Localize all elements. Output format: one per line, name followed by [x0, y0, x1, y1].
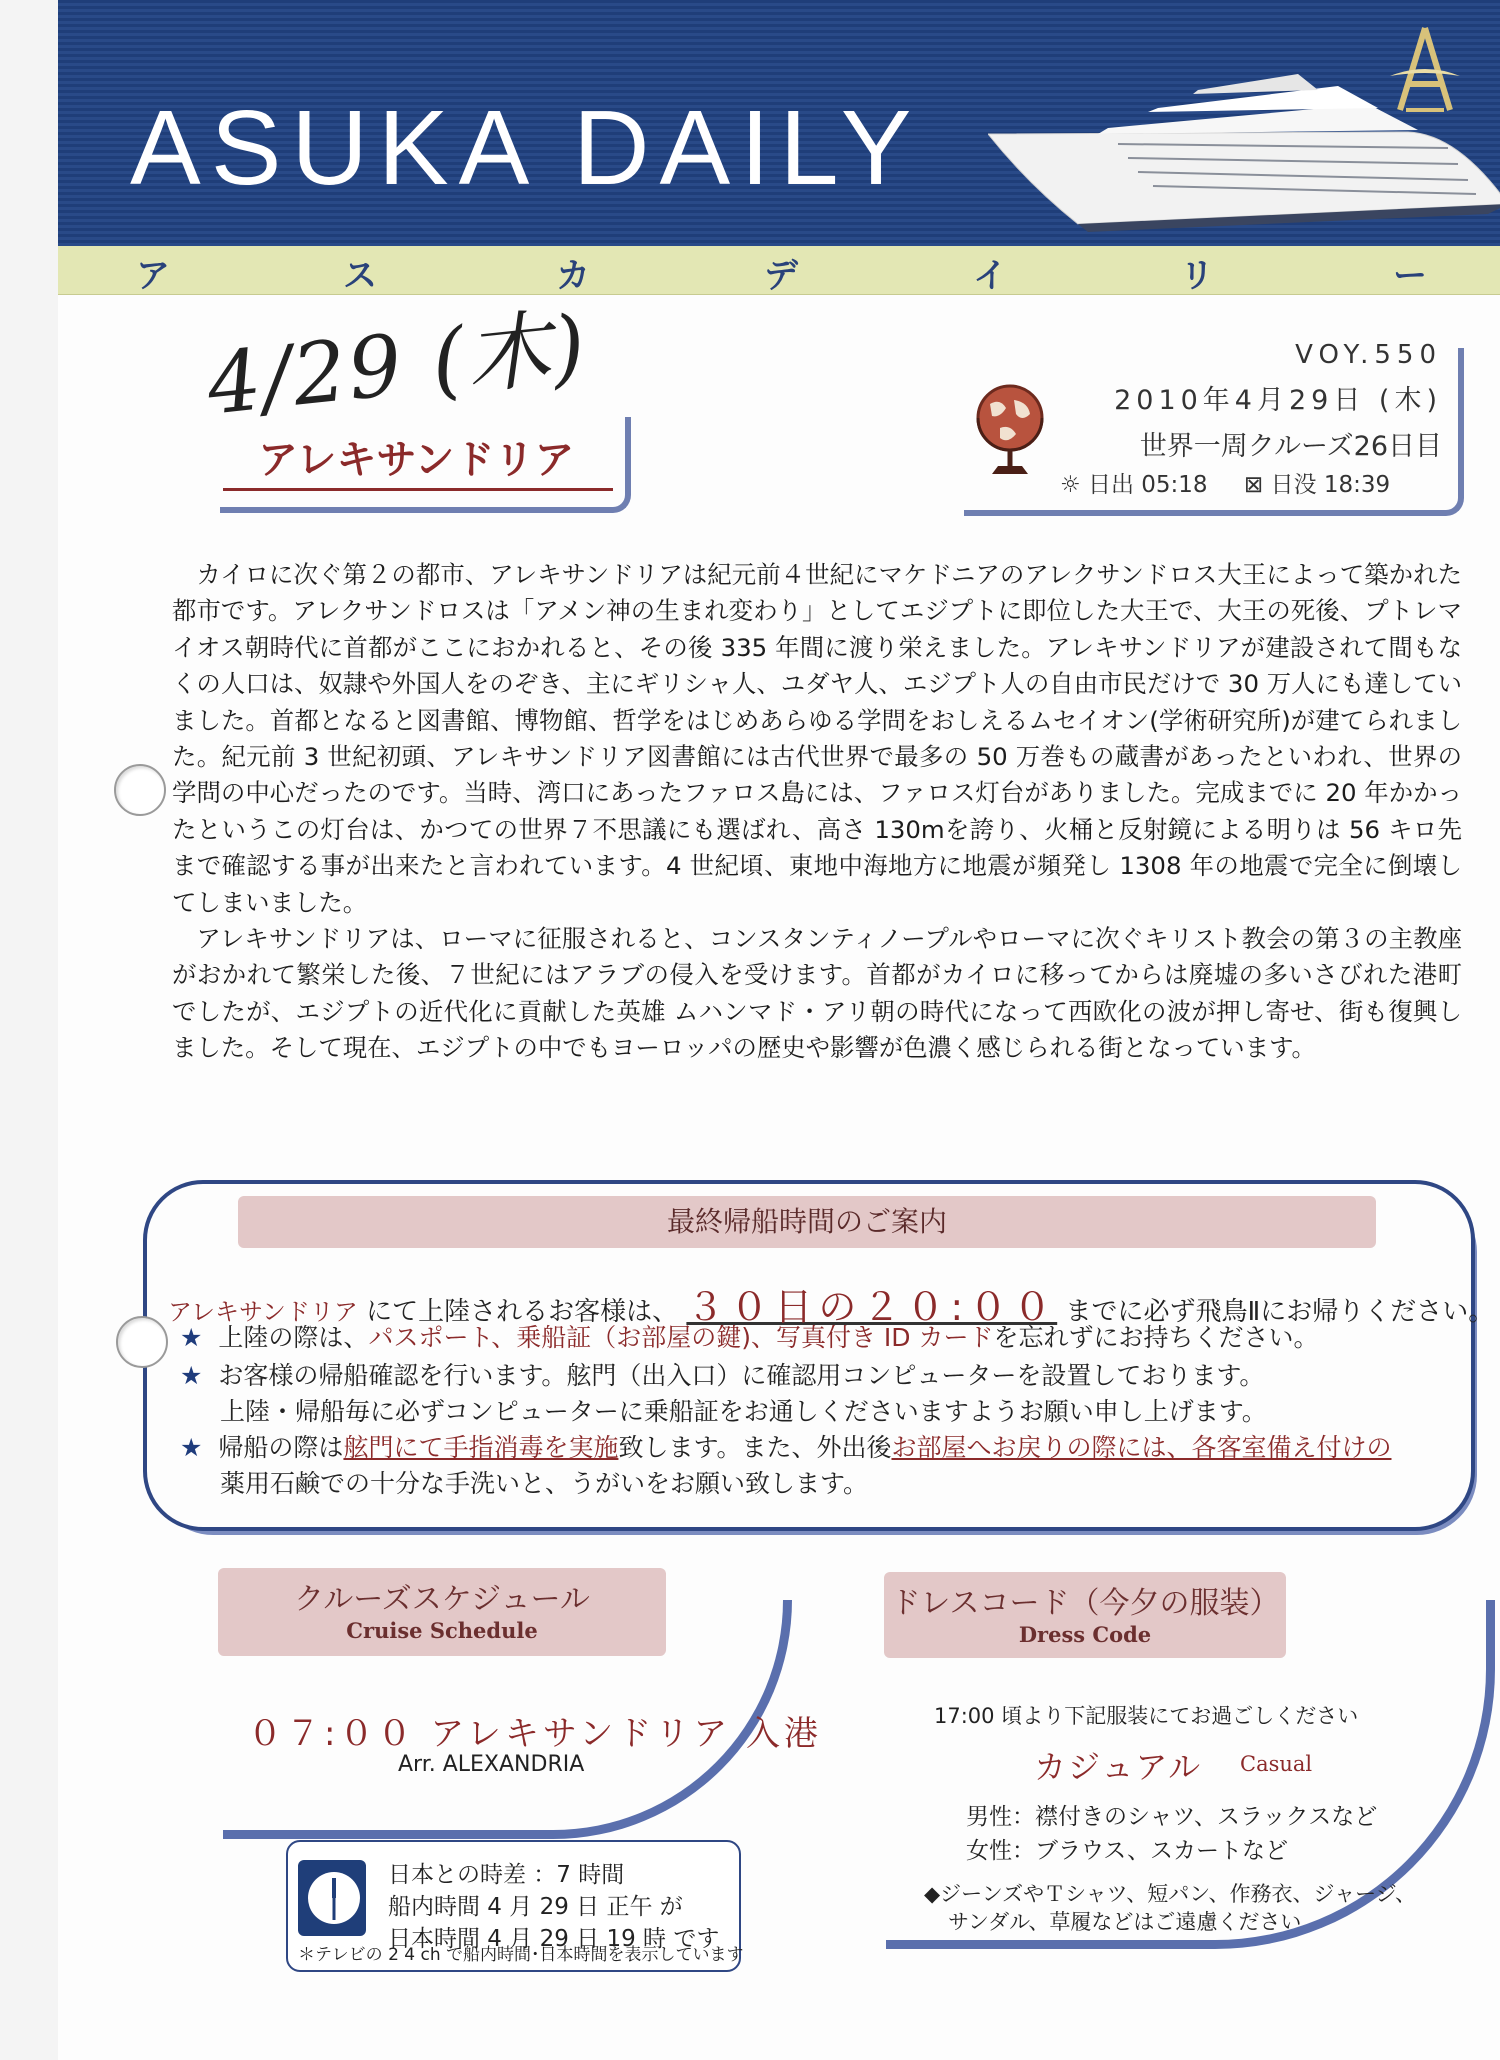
- kana-char: ア: [136, 256, 170, 296]
- cruise-ship-illustration: [988, 64, 1500, 244]
- return-time: ３０日の２０:００: [686, 1285, 1058, 1329]
- scan-edge: [0, 0, 58, 2060]
- cruise-day: 世界一周クルーズ26日目: [1139, 431, 1442, 462]
- dress-title: ドレスコード（今夕の服装）: [890, 1586, 1280, 1621]
- ship-time: 船内時間 4 月 29 日 正午 が: [388, 1894, 683, 1920]
- dress-title-en: Dress Code: [1018, 1622, 1152, 1647]
- schedule-entry: ０７:００ アレキサンドリア 入港: [248, 1714, 823, 1754]
- return-port: アレキサンドリア: [168, 1298, 358, 1326]
- return-post: までに必ず飛鳥Ⅱにお帰りください。: [1065, 1297, 1495, 1327]
- star-icon: ★: [180, 1361, 203, 1390]
- kana-char: リ: [1180, 256, 1214, 296]
- dress-men: 男性：襟付きのシャツ、スラックスなど: [966, 1804, 1378, 1830]
- sunset-icon: ⊠: [1244, 472, 1264, 498]
- bullet-highlight: パスポート、乗船証（お部屋の鍵)、写真付き ID カード: [368, 1323, 994, 1352]
- article-paragraph: アレキサンドリアは、ローマに征服されると、コンスタンティノープルやローマに次ぐキリスト教会の第３の主教座がおかれて繁栄した後、７世紀にはアラブの侵入を受けます。首都がカイロに移ってからは廃墟の多いさびれた港町でしたが、エジプトの近代化に貢献した英雄 ムハンマド・アリ朝の時代になって西欧化の波が押し寄せ、街も復興しました。そして現在、エジプトの中でもヨーロッパの歴史や影響が色濃く感じられる街となっています。: [172, 924, 1462, 1063]
- issue-date: 2010年4月29日 (木): [1114, 385, 1442, 416]
- time-difference: 日本との時差 ：7 時間: [388, 1862, 625, 1888]
- star-icon: ★: [180, 1433, 203, 1462]
- newsletter-page: [58, 0, 1500, 2060]
- dress-note: サンダル、草履などはご遠慮ください: [948, 1910, 1302, 1934]
- punch-hole: [114, 764, 166, 816]
- star-icon: ★: [180, 1323, 203, 1352]
- schedule-title: クルーズスケジュール: [294, 1582, 590, 1617]
- bullet-highlight: 舷門にて手指消毒を実施: [343, 1433, 619, 1462]
- tv-channel-note: ＊テレビの 2 4 ch で船内時間･日本時間を表示しています: [298, 1945, 744, 1965]
- notice-title: 最終帰船時間のご案内: [238, 1196, 1376, 1248]
- sun-icon: ☼: [1060, 472, 1081, 498]
- sunset-label: 日没 18:39: [1270, 472, 1391, 498]
- schedule-tag: [218, 1568, 666, 1656]
- masthead-title: ASUKA DAILY: [130, 89, 922, 207]
- globe-icon: [970, 378, 1050, 482]
- bullet-text: 致します。また、外出後: [618, 1433, 892, 1462]
- notice-bullet-continuation: 上陸・帰船毎に必ずコンピューターに乗船証をお通しくださいますようお願い申し上げます。: [220, 1397, 1267, 1426]
- dress-women: 女性：ブラウス、スカートなど: [966, 1838, 1288, 1864]
- return-pre: にて上陸されるお客様は、: [366, 1297, 679, 1327]
- bullet-highlight: お部屋へお戻りの際には、各客室備え付けの: [891, 1433, 1392, 1462]
- kana-char: デ: [764, 256, 798, 296]
- notice-bullet-continuation: 薬用石鹸での十分な手洗いと、うがいをお願い致します。: [220, 1469, 869, 1498]
- page-title: アレキサンドリア: [258, 437, 575, 483]
- dress-note: ◆ジーンズやＴシャツ、短パン、作務衣、ジャージ、: [924, 1882, 1417, 1906]
- japan-time: 日本時間 4 月 29 日 19 時 です: [388, 1926, 720, 1952]
- sunrise-time: [1060, 466, 1208, 499]
- dress-code: カジュアル: [1034, 1748, 1203, 1786]
- punch-hole: [116, 1316, 168, 1368]
- dress-tag: [884, 1572, 1286, 1658]
- schedule-entry-en: Arr. ALEXANDRIA: [398, 1752, 585, 1777]
- handwritten-date: 4/29 (木): [202, 296, 592, 434]
- kana-char: ス: [343, 256, 377, 296]
- notice-bullet: [180, 1318, 1318, 1354]
- bullet-text: 帰船の際は: [218, 1433, 344, 1462]
- bullet-text: 上陸の際は、: [218, 1323, 369, 1352]
- sunrise-label: 日出 05:18: [1087, 472, 1208, 498]
- kana-char: ー: [1393, 256, 1427, 296]
- dress-intro: 17:00 頃より下記服装にてお過ごしください: [934, 1704, 1359, 1728]
- bullet-text: お客様の帰船確認を行います。舷門（出入口）に確認用コンピューターを設置しております。: [218, 1361, 1265, 1390]
- article-paragraph: カイロに次ぐ第２の都市、アレキサンドリアは紀元前４世紀にマケドニアのアレクサンドロス大王によって築かれた都市です。アレクサンドロスは「アメン神の生まれ変わり」としてエジプトに即位した大王で、大王の死後、プトレマイオス朝時代に首都がここにおかれると、その後 335 年間に渡り栄えました。アレキサンドリアが建設されて間もなくの人口は、奴隷や外国人をのぞき、主にギリシャ人、ユダヤ人、エジプト人の自由市民だけで 30 万人にも達していました。首都となると図書館、博物館、哲学をはじめあらゆる学問をおしえるムセイオン(学術研究所)が建てられました。紀元前 3 世紀初頭、アレキサンドリア図書館には古代世界で最多の 50 万巻もの蔵書があったといわれ、世界の学問の中心だったのです。当時、湾口にあったファロス島には、ファロス灯台がありました。完成までに 20 年かかったというこの灯台は、かつての世界７不思議にも選ばれ、高さ 130mを誇り、火桶と反射鏡による明りは 56 キロ先まで確認する事が出来たと言われています。4 世紀頃、東地中海地方に地震が頻発し 1308 年の地震で完全に倒壊してしまいました。: [172, 560, 1462, 917]
- bullet-text: を忘れずにお持ちください。: [993, 1323, 1319, 1352]
- notice-bullet: [180, 1428, 1391, 1464]
- kana-char: イ: [973, 256, 1007, 296]
- article-body: [172, 557, 1462, 1067]
- dress-code-en: Casual: [1240, 1752, 1313, 1776]
- sunset-time: [1244, 466, 1390, 499]
- voyage-number: VOY.550: [1295, 340, 1442, 370]
- notice-bullet: [180, 1356, 1264, 1392]
- schedule-title-en: Cruise Schedule: [346, 1618, 538, 1643]
- title-underline: [223, 488, 613, 491]
- clock-icon: [296, 1858, 368, 1938]
- kana-char: カ: [556, 256, 590, 296]
